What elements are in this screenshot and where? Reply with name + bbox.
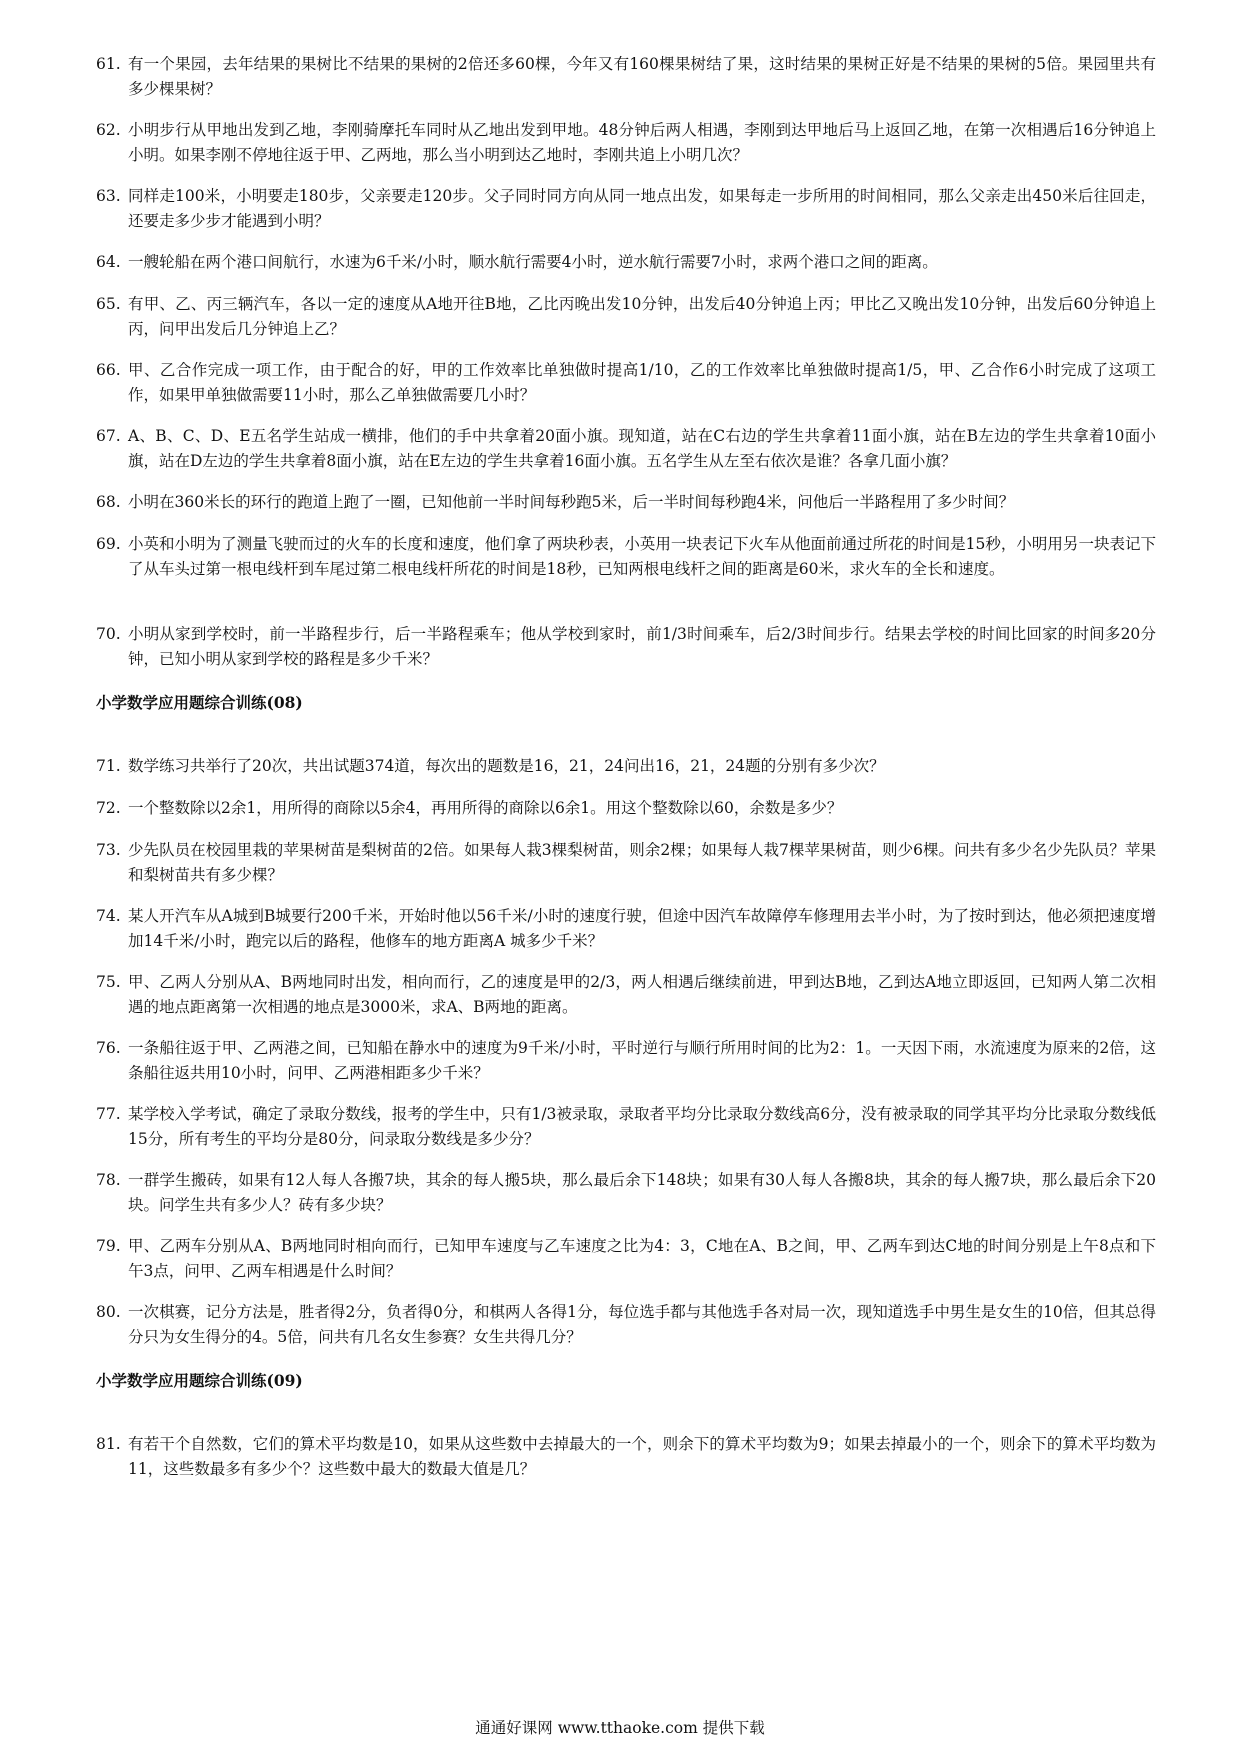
section-title-09: 小学数学应用题综合训练(09) xyxy=(96,1371,303,1390)
problem-number: 61. xyxy=(96,55,121,73)
problem-text: 有甲、乙、丙三辆汽车，各以一定的速度从A地开往B地，乙比丙晚出发10分钟，出发后40分钟追上丙；甲比乙又晚出发10分钟，出发后60分钟追上丙，问甲出发后几分钟追上乙？ xyxy=(128,295,1156,338)
problem-number: 63. xyxy=(96,187,121,205)
problem-number: 74. xyxy=(96,907,121,925)
problem-61 xyxy=(96,52,1156,102)
problem-text: 一条船往返于甲、乙两港之间，已知船在静水中的速度为9千米/小时，平时逆行与顺行所用时间的比为2：1。一天因下雨，水流速度为原来的2倍，这条船往返共用10小时，问甲、乙两港相距多少千米？ xyxy=(128,1039,1156,1082)
problem-number: 80. xyxy=(96,1303,121,1321)
problem-number: 78. xyxy=(96,1171,121,1189)
problem-text: 一次棋赛，记分方法是，胜者得2分，负者得0分，和棋两人各得1分，每位选手都与其他选手各对局一次，现知道选手中男生是女生的10倍，但其总得分只为女生得分的4。5倍，问共有几名女生参赛？女生共得几分？ xyxy=(128,1303,1156,1346)
problem-number: 68. xyxy=(96,493,121,511)
problem-number: 77. xyxy=(96,1105,121,1123)
problem-number: 72. xyxy=(96,799,121,817)
problem-80 xyxy=(96,1300,1156,1350)
problem-text: 小明在360米长的环行的跑道上跑了一圈，已知他前一半时间每秒跑5米，后一半时间每秒跑4米，问他后一半路程用了多少时间？ xyxy=(128,493,1015,511)
problem-number: 71. xyxy=(96,757,121,775)
problem-70 xyxy=(96,622,1156,672)
problem-number: 67. xyxy=(96,427,121,445)
problem-number: 75. xyxy=(96,973,121,991)
problem-63 xyxy=(96,184,1156,234)
problem-number: 62. xyxy=(96,121,121,139)
problem-72 xyxy=(96,796,1156,821)
problem-number: 81. xyxy=(96,1435,121,1453)
problem-78 xyxy=(96,1168,1156,1218)
problem-62 xyxy=(96,118,1156,168)
problem-text: 有一个果园，去年结果的果树比不结果的果树的2倍还多60棵，今年又有160棵果树结了果，这时结果的果树正好是不结果的果树的5倍。果园里共有多少棵果树？ xyxy=(128,55,1156,98)
problem-number: 76. xyxy=(96,1039,121,1057)
problem-number: 65. xyxy=(96,295,121,313)
problem-75 xyxy=(96,970,1156,1020)
page-footer: 通通好课网 www.tthaoke.com 提供下载 xyxy=(475,1719,765,1737)
problem-64 xyxy=(96,250,1156,275)
problem-65 xyxy=(96,292,1156,342)
problem-76 xyxy=(96,1036,1156,1086)
problem-81 xyxy=(96,1432,1156,1482)
problem-text: 数学练习共举行了20次，共出试题374道，每次出的题数是16，21，24问出16，21，24题的分别有多少次？ xyxy=(128,757,885,775)
section-title-08: 小学数学应用题综合训练(08) xyxy=(96,693,303,712)
problem-number: 66. xyxy=(96,361,121,379)
problem-text: 甲、乙两人分别从A、B两地同时出发，相向而行，乙的速度是甲的2/3，两人相遇后继续前进，甲到达B地，乙到达A地立即返回，已知两人第二次相遇的地点距离第一次相遇的地点是3000米，求A、B两地的距离。 xyxy=(128,973,1156,1016)
problem-text: 一个整数除以2余1，用所得的商除以5余4，再用所得的商除以6余1。用这个整数除以60，余数是多少？ xyxy=(128,799,843,817)
problem-text: 有若干个自然数，它们的算术平均数是10，如果从这些数中去掉最大的一个，则余下的算术平均数为9；如果去掉最小的一个，则余下的算术平均数为11，这些数最多有多少个？这些数中最大的数最大值是几？ xyxy=(128,1435,1156,1478)
problem-68 xyxy=(96,490,1156,515)
problem-number: 70. xyxy=(96,625,121,643)
problem-74 xyxy=(96,904,1156,954)
problem-77 xyxy=(96,1102,1156,1152)
problem-73 xyxy=(96,838,1156,888)
problem-text: 小英和小明为了测量飞驶而过的火车的长度和速度，他们拿了两块秒表，小英用一块表记下火车从他面前通过所花的时间是15秒，小明用另一块表记下了从车头过第一根电线杆到车尾过第二根电线杆所花的时间是18秒，已知两根电线杆之间的距离是60米，求火车的全长和速度。 xyxy=(128,535,1156,578)
problem-79 xyxy=(96,1234,1156,1284)
problem-text: 某人开汽车从A城到B城要行200千米，开始时他以56千米/小时的速度行驶，但途中因汽车故障停车修理用去半小时，为了按时到达，他必须把速度增加14千米/小时，跑完以后的路程，他修车的地方距离A 城多少千米？ xyxy=(128,907,1156,950)
problem-text: 甲、乙合作完成一项工作，由于配合的好，甲的工作效率比单独做时提高1/10，乙的工作效率比单独做时提高1/5，甲、乙合作6小时完成了这项工作，如果甲单独做需要11小时，那么乙单独做需要几小时？ xyxy=(128,361,1156,404)
problem-text: 一艘轮船在两个港口间航行，水速为6千米/小时，顺水航行需要4小时，逆水航行需要7小时，求两个港口之间的距离。 xyxy=(128,253,938,271)
problem-66 xyxy=(96,358,1156,408)
problem-69 xyxy=(96,532,1156,582)
problem-text: 甲、乙两车分别从A、B两地同时相向而行，已知甲车速度与乙车速度之比为4：3，C地在A、B之间，甲、乙两车到达C地的时间分别是上午8点和下午3点，问甲、乙两车相遇是什么时间？ xyxy=(128,1237,1156,1280)
problem-71 xyxy=(96,754,1156,779)
problem-67 xyxy=(96,424,1156,474)
problem-text: 一群学生搬砖，如果有12人每人各搬7块，其余的每人搬5块，那么最后余下148块；如果有30人每人各搬8块，其余的每人搬7块，那么最后余下20块。问学生共有多少人？砖有多少块？ xyxy=(128,1171,1156,1214)
problem-number: 79. xyxy=(96,1237,121,1255)
problem-text: A、B、C、D、E五名学生站成一横排，他们的手中共拿着20面小旗。现知道，站在C右边的学生共拿着11面小旗，站在B左边的学生共拿着10面小旗，站在D左边的学生共拿着8面小旗，站在E左边的学生共拿着16面小旗。五名学生从左至右依次是谁？各拿几面小旗？ xyxy=(128,427,1156,470)
problem-text: 小明步行从甲地出发到乙地，李刚骑摩托车同时从乙地出发到甲地。48分钟后两人相遇，李刚到达甲地后马上返回乙地，在第一次相遇后16分钟追上小明。如果李刚不停地往返于甲、乙两地，那么当小明到达乙地时，李刚共追上小明几次？ xyxy=(128,121,1156,164)
problem-text: 同样走100米，小明要走180步，父亲要走120步。父子同时同方向从同一地点出发，如果每走一步所用的时间相同，那么父亲走出450米后往回走，还要走多少步才能遇到小明？ xyxy=(128,187,1156,230)
problem-number: 73. xyxy=(96,841,121,859)
problem-text: 少先队员在校园里栽的苹果树苗是梨树苗的2倍。如果每人栽3棵梨树苗，则余2棵；如果每人栽7棵苹果树苗，则少6棵。问共有多少名少先队员？苹果和梨树苗共有多少棵？ xyxy=(128,841,1156,884)
problem-text: 小明从家到学校时，前一半路程步行，后一半路程乘车；他从学校到家时，前1/3时间乘车，后2/3时间步行。结果去学校的时间比回家的时间多20分钟，已知小明从家到学校的路程是多少千米？ xyxy=(128,625,1156,668)
problem-number: 69. xyxy=(96,535,121,553)
problem-text: 某学校入学考试，确定了录取分数线，报考的学生中，只有1/3被录取，录取者平均分比录取分数线高6分，没有被录取的同学其平均分比录取分数线低15分，所有考生的平均分是80分，问录取分数线是多少分？ xyxy=(128,1105,1156,1148)
problem-number: 64. xyxy=(96,253,121,271)
